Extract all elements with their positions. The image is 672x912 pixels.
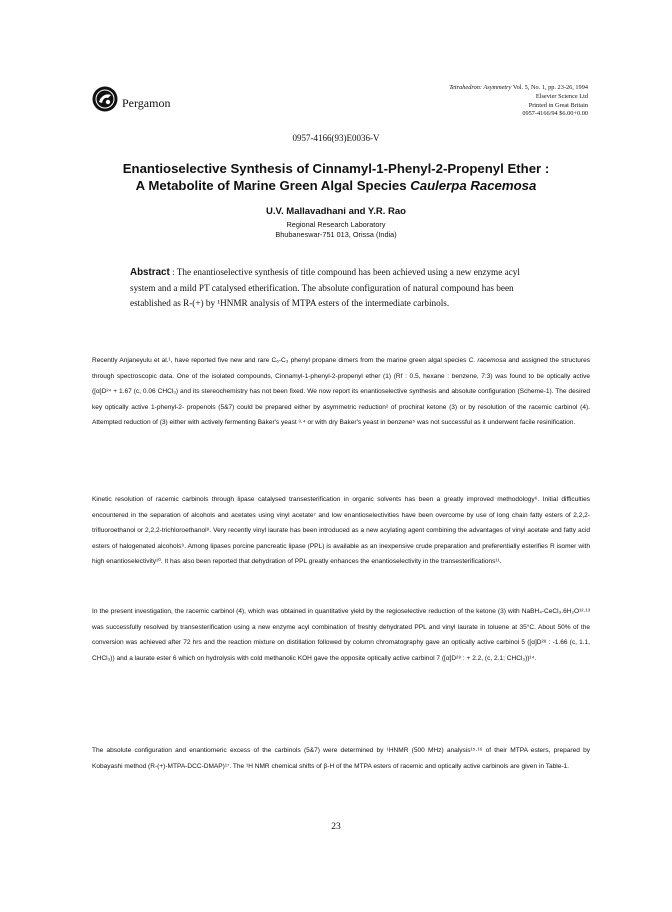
doi-code: 0957-4166(93)E0036-V <box>292 133 380 143</box>
abstract-separator: : <box>169 267 177 277</box>
volume-line: Vol. 5, No. 1, pp. 23-26, 1994 <box>512 84 588 91</box>
affiliation <box>0 220 672 240</box>
body-paragraph-1 <box>92 353 590 431</box>
publisher-name: Pergamon <box>122 96 171 110</box>
authors: U.V. Mallavadhani and Y.R. Rao <box>266 206 406 217</box>
title-line-1: Enantioselective Synthesis of Cinnamyl-1-Phenyl-2-Propenyl Ether : <box>122 161 550 176</box>
body-paragraph-4: The absolute configuration and enantiomeric excess of the carbinols (5&7) were determined by ¹HNMR (500 MHz) analysis¹⁵·¹⁶ of their MTPA esters, prepared by Kobayashi method (R-(+)-MTPA-DCC-DMAP)¹⁷. The ¹H NMR chemical shifts of β-H of the MTPA esters of racemic and optically active carbinols are given in Table-1. <box>92 747 590 770</box>
p1-species: C. racemosa <box>468 357 507 364</box>
printed-line: Printed in Great Britain <box>528 101 588 109</box>
title-line-2-text: A Metabolite of Marine Green Algal Species <box>135 178 411 193</box>
body-paragraph-2: Kinetic resolution of racemic carbinols through lipase catalysed transesterification in organic solvents has been a greatly improved methodology⁶. Initial difficulties encountered in the separation of alcohols and acetates using vinyl acetate⁷ and low enantioselectivities have been overcome by use of long chain fatty esters of 2,2,2-trifluoroethanol or 2,2,2-trichloroethanol⁸. Very recently vinyl laurate has been introduced as a new acylating agent combining the advantages of vinyl acetate and fatty acid esters of halogenated alcohols⁹. Among lipases porcine pancreatic lipase (PPL) is available as an inexpensive crude preparation and preferentially esterifies R isomer with high enantioselectivity¹⁰. It has also been reported that dehydration of PPL greatly enhances the enantioselectivity in the transesterifications¹¹. <box>92 496 590 565</box>
species-name: Caulerpa Racemosa <box>410 178 537 193</box>
abstract-label: Abstract <box>130 267 170 278</box>
affiliation-lab: Regional Research Laboratory <box>286 220 386 229</box>
body-paragraph-3: In the present investigation, the racemic carbinol (4), which was obtained in quantitative yield by the regioselective reduction of the ketone (3) with NaBH₄-CeCl₃.6H₂O¹²·¹³ was successfully resolved by transesterification using a new enzyme acyl combination of freshly dehydrated PPL and vinyl laurate in toluene at 35°C. About 50% of the conversion was achieved after 72 hrs and the reaction mixture on distillation followed by column chromatography gave an optically active carbinol 5 ([α]D²⁸ : -1.66 (c, 1.1, CHCl₃)) and a laurate ester 6 which on hydrolysis with cold methanolic KOH gave the opposite optically active carbinol 7 ([α]D²⁸ : + 2.2, (c, 2.1; CHCl₃))¹⁴. <box>92 608 590 662</box>
abstract-text: The enantioselective synthesis of title compound has been achieved using a new enzyme acyl system and a mild PT catalysed etherification. The absolute configuration of natural compound has been established as R-(+) by ¹HNMR analysis of MTPA esters of the intermediate carbinols. <box>130 267 520 309</box>
journal-reference <box>360 84 588 119</box>
pergamon-logo <box>92 86 118 112</box>
abstract <box>130 265 540 312</box>
p1-part-a: Recently Anjaneyulu et al.¹, have reported five new and rare C₆-C₃ phenyl propane dimers from the marine green algal species <box>92 357 469 364</box>
copyright-line: Elsevier Science Ltd <box>535 92 588 100</box>
title-line-2 <box>0 177 672 194</box>
p1-part-c: and assigned the structures through spectroscopic data. One of the isolated compounds, Cinnamyl-1-phenyl-2-propenyl ether (1) (Rf : 0.5, hexane : benzene, 7:3) was found to be optically active ([α]D²⁴ + 1.67 (c, 0.06 CHCl₃) and its stereochemistry has not been fixed. We now report its enantioselective synthesis and absolute configuration (Scheme-1). The desired key optically active 1-phenyl-2- propenols (5&7) could be prepared either by asymmetric reduction² of prochiral ketone (3) or by resolution of the racemic carbinol (4). Attempted reduction of (3) either with actively fermenting Baker's yeast ³·⁴ or with dry Baker's yeast in benzene⁵ was not successful as it underwent facile resinification. <box>92 357 590 426</box>
issn-line: 0957-4166/94 $6.00+0.00 <box>522 110 588 118</box>
page-number: 23 <box>331 822 341 832</box>
journal-name: Tetrahedron: Asymmetry <box>449 84 512 91</box>
affiliation-place: Bhubaneswar-751 013, Orissa (India) <box>275 230 397 239</box>
paper-title <box>0 160 672 194</box>
